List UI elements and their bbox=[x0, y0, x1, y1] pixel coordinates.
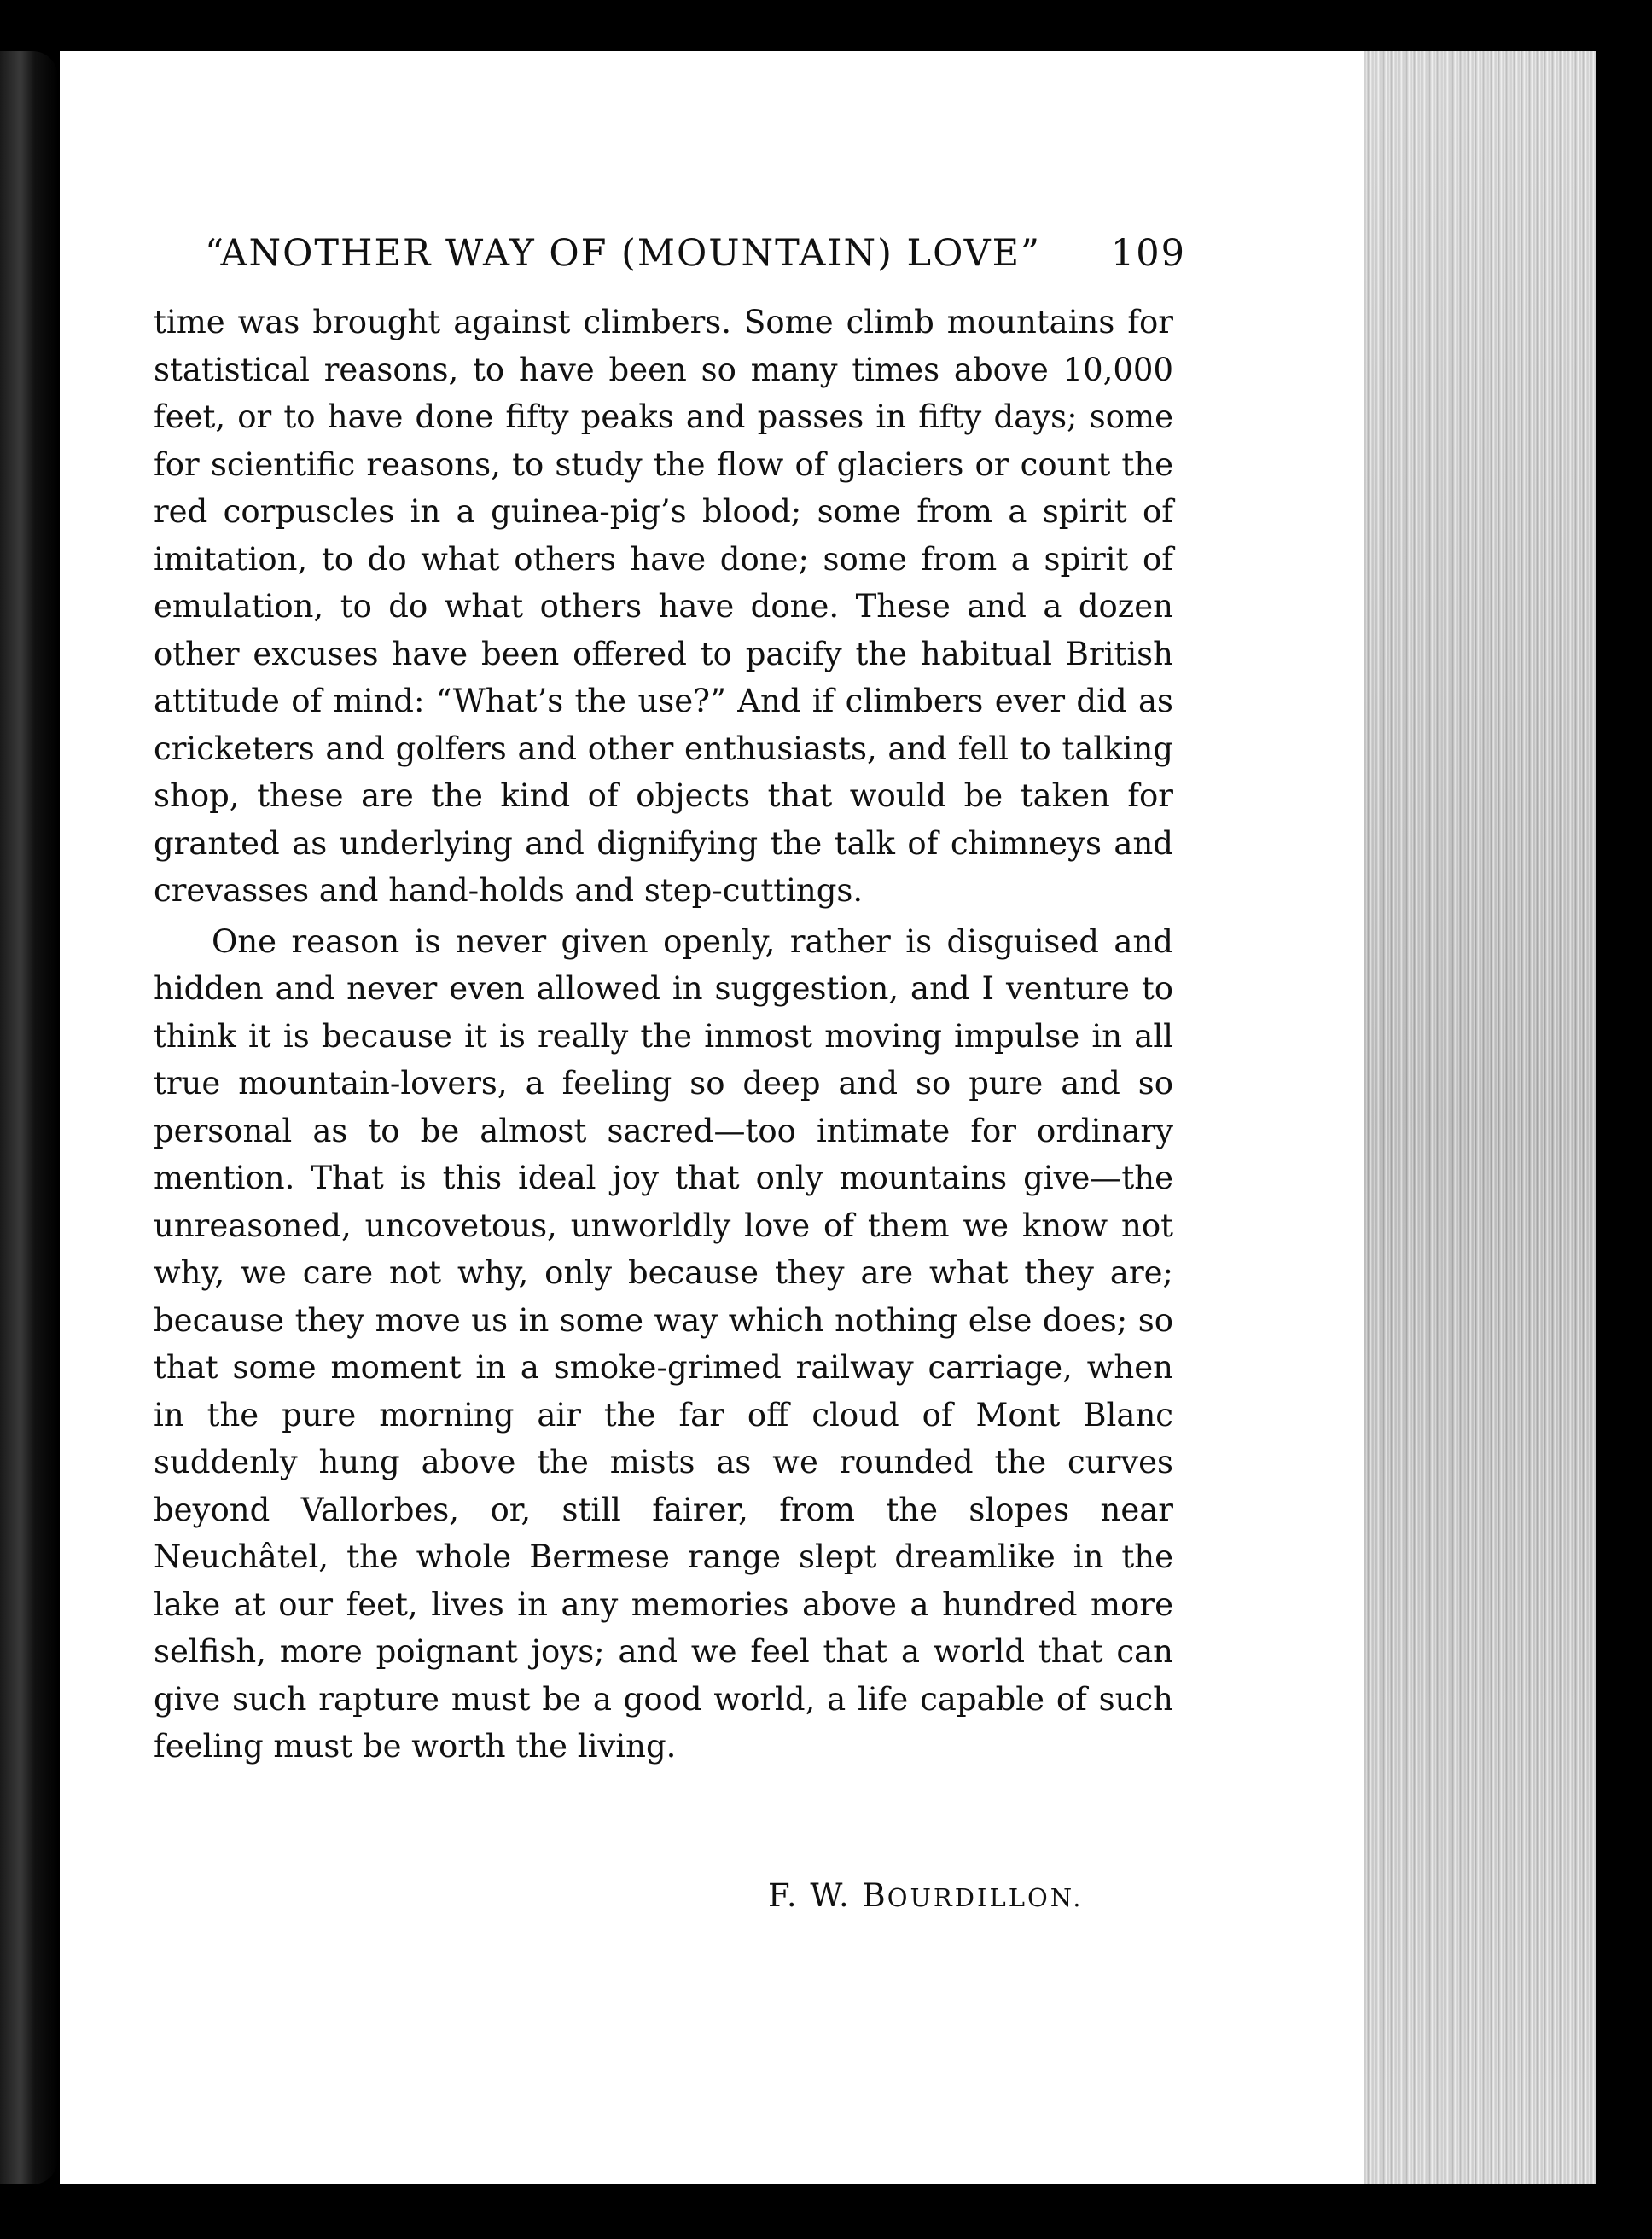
paragraph-2: One reason is never given openly, rather is disguised and hidden and never even allowed in suggestion, and I venture to think it is because it is really the inmost moving impulse in all true mountain-lovers, a feeling so deep and so pure and so personal as to be almost sacred—too intimate for ordinary mention. That is this ideal joy that only mountains give—the unreasoned, uncovetous, unworldly love of them we know not why, we care not why, only because they are what they are; because they move us in some way which nothing else does; so that some moment in a smoke-grimed railway carriage, when in the pure morning air the far off cloud of Mont Blanc suddenly hung above the mists as we rounded the curves beyond Vallorbes, or, still fairer, from the slopes near Neuchâtel, the whole Bermese range slept dreamlike in the lake at our feet, lives in any memories above a hundred more selfish, more poignant joys; and we feel that a world that can give such rapture must be a good world, a life capable of such feeling must be worth the living. bbox=[154, 922, 1173, 1765]
right-margin-shadow bbox=[1596, 0, 1652, 2239]
running-header bbox=[205, 232, 1186, 292]
page-edges bbox=[1364, 51, 1596, 2184]
page-number: 109 bbox=[1110, 232, 1186, 275]
signature-initials: F. W. B bbox=[768, 1877, 887, 1914]
running-title: “ANOTHER WAY OF (MOUNTAIN) LOVE” bbox=[205, 232, 1041, 275]
paragraph-1: time was brought against climbers. Some climb mountains for statistical reasons, to have been so many times above 10,000 feet, or to have done fifty peaks and passes in fifty days; some for scientific reasons, to study the flow of glaciers or count the red corpuscles in a guinea-pig’s blood; some from a spirit of imitation, to do what others have done; some from a spirit of emulation, to do what others have done. These and a dozen other excuses have been offered to pacify the habitual British attitude of mind: “What’s the use?” And if climbers ever did as cricketers and golfers and other enthusiasts, and fell to talking shop, these are the kind of objects that would be taken for granted as underlying and dignifying the talk of chimneys and crevasses and hand-holds and step-cuttings. bbox=[154, 304, 1173, 909]
spine-curl bbox=[0, 51, 58, 2184]
author-signature bbox=[768, 1877, 1084, 1914]
body-text bbox=[154, 299, 1173, 1771]
signature-surname: OURDILLON. bbox=[887, 1883, 1084, 1912]
